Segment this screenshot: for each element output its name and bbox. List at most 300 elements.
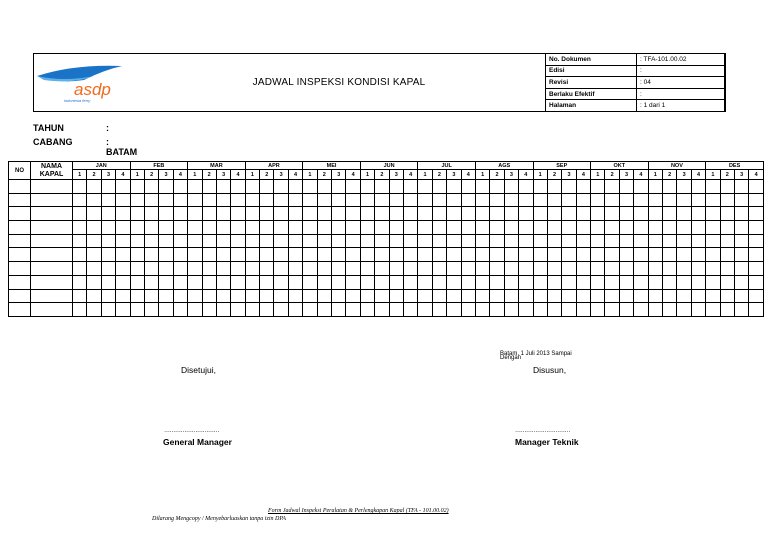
week-header: 1 — [533, 170, 547, 180]
week-cell — [389, 275, 403, 289]
week-cell — [677, 289, 691, 303]
week-cell — [303, 303, 317, 317]
week-cell — [245, 234, 259, 248]
week-cell — [260, 234, 274, 248]
week-cell — [116, 289, 130, 303]
week-cell — [519, 207, 533, 221]
week-cell — [663, 180, 677, 194]
week-cell — [504, 248, 518, 262]
week-cell — [73, 180, 87, 194]
week-cell — [245, 248, 259, 262]
week-cell — [216, 289, 230, 303]
week-cell — [260, 303, 274, 317]
week-cell — [288, 262, 302, 276]
week-cell — [288, 289, 302, 303]
week-cell — [734, 193, 748, 207]
week-cell — [260, 262, 274, 276]
week-cell — [562, 193, 576, 207]
week-cell — [202, 303, 216, 317]
week-cell — [260, 221, 274, 235]
week-cell — [749, 248, 764, 262]
week-header: 2 — [375, 170, 389, 180]
week-cell — [303, 275, 317, 289]
week-cell — [274, 262, 288, 276]
week-cell — [101, 234, 115, 248]
week-cell — [432, 180, 446, 194]
week-cell — [533, 207, 547, 221]
week-cell — [173, 248, 187, 262]
week-cell — [130, 248, 144, 262]
week-cell — [216, 207, 230, 221]
week-cell — [475, 193, 489, 207]
week-cell — [691, 207, 705, 221]
week-cell — [734, 303, 748, 317]
week-cell — [317, 180, 331, 194]
week-header: 4 — [231, 170, 245, 180]
week-cell — [101, 275, 115, 289]
week-header: 2 — [260, 170, 274, 180]
week-cell — [202, 289, 216, 303]
week-cell — [87, 221, 101, 235]
week-cell — [547, 262, 561, 276]
week-cell — [303, 221, 317, 235]
week-cell — [375, 248, 389, 262]
week-cell — [706, 289, 720, 303]
nama-kapal-cell — [31, 207, 73, 221]
week-cell — [403, 262, 417, 276]
week-cell — [749, 262, 764, 276]
week-cell — [475, 262, 489, 276]
week-cell — [490, 193, 504, 207]
week-cell — [245, 262, 259, 276]
week-cell — [144, 180, 158, 194]
week-cell — [591, 180, 605, 194]
week-cell — [332, 248, 346, 262]
week-cell — [403, 248, 417, 262]
week-cell — [663, 275, 677, 289]
nama-kapal-cell — [31, 303, 73, 317]
week-cell — [418, 193, 432, 207]
meta-key: Berlaku Efektif — [546, 88, 637, 100]
week-cell — [317, 275, 331, 289]
week-cell — [461, 180, 475, 194]
week-cell — [73, 193, 87, 207]
week-cell — [432, 248, 446, 262]
week-cell — [360, 180, 374, 194]
week-cell — [648, 248, 662, 262]
week-cell — [389, 207, 403, 221]
week-cell — [576, 234, 590, 248]
week-cell — [547, 193, 561, 207]
week-cell — [734, 248, 748, 262]
week-cell — [533, 275, 547, 289]
week-cell — [447, 193, 461, 207]
week-cell — [576, 262, 590, 276]
document-meta-table — [545, 53, 726, 112]
week-cell — [648, 207, 662, 221]
week-header: 1 — [648, 170, 662, 180]
week-header: 1 — [303, 170, 317, 180]
week-cell — [87, 180, 101, 194]
week-cell — [461, 234, 475, 248]
week-cell — [663, 262, 677, 276]
month-header: JUL — [418, 162, 476, 170]
week-cell — [533, 289, 547, 303]
week-cell — [260, 289, 274, 303]
week-cell — [144, 221, 158, 235]
week-cell — [303, 289, 317, 303]
week-cell — [461, 262, 475, 276]
week-cell — [504, 180, 518, 194]
week-cell — [691, 221, 705, 235]
week-cell — [87, 248, 101, 262]
week-cell — [231, 289, 245, 303]
week-cell — [663, 289, 677, 303]
week-cell — [216, 234, 230, 248]
week-cell — [188, 234, 202, 248]
approver-title: General Manager — [163, 437, 232, 447]
week-cell — [605, 262, 619, 276]
week-cell — [461, 193, 475, 207]
week-cell — [403, 303, 417, 317]
week-cell — [663, 193, 677, 207]
cutoff-date-text: Batam, 1 Juli 2013 Sampai Dengan — [500, 351, 572, 361]
week-cell — [332, 275, 346, 289]
meta-value: : — [637, 88, 726, 100]
week-cell — [533, 221, 547, 235]
meta-value: : 04 — [637, 77, 726, 89]
week-cell — [576, 180, 590, 194]
week-cell — [346, 193, 360, 207]
week-cell — [648, 275, 662, 289]
week-cell — [130, 207, 144, 221]
table-row — [9, 234, 764, 248]
week-cell — [475, 180, 489, 194]
week-header: 1 — [418, 170, 432, 180]
week-cell — [188, 221, 202, 235]
no-cell — [9, 207, 31, 221]
week-cell — [533, 303, 547, 317]
week-cell — [648, 193, 662, 207]
week-header: 1 — [73, 170, 87, 180]
cabang-value: : BATAM — [106, 137, 138, 157]
week-cell — [519, 262, 533, 276]
week-cell — [648, 262, 662, 276]
week-cell — [619, 289, 633, 303]
week-cell — [245, 289, 259, 303]
week-cell — [73, 303, 87, 317]
week-cell — [706, 193, 720, 207]
form-title-footer: Form Jadwal Inspeksi Peralatan & Perlengkapan Kapal (TFA - 101.00.02) — [268, 508, 449, 514]
week-cell — [576, 303, 590, 317]
nama-kapal-cell — [31, 262, 73, 276]
week-cell — [274, 207, 288, 221]
week-cell — [274, 193, 288, 207]
week-cell — [562, 221, 576, 235]
month-header: APR — [245, 162, 303, 170]
week-header: 1 — [130, 170, 144, 180]
no-cell — [9, 248, 31, 262]
week-cell — [648, 303, 662, 317]
week-header: 2 — [144, 170, 158, 180]
week-cell — [504, 221, 518, 235]
week-cell — [504, 207, 518, 221]
week-cell — [173, 289, 187, 303]
inspection-schedule-table — [8, 161, 764, 317]
week-cell — [317, 234, 331, 248]
week-cell — [547, 275, 561, 289]
week-cell — [375, 303, 389, 317]
week-cell — [332, 221, 346, 235]
week-cell — [130, 234, 144, 248]
week-cell — [101, 262, 115, 276]
week-cell — [144, 234, 158, 248]
week-cell — [144, 303, 158, 317]
nama-kapal-cell — [31, 275, 73, 289]
week-header: 2 — [490, 170, 504, 180]
week-cell — [605, 193, 619, 207]
no-cell — [9, 234, 31, 248]
week-cell — [332, 193, 346, 207]
week-header: 3 — [734, 170, 748, 180]
copy-notice-footer: Dilarang Mengcopy / Menyebarluaskan tanpa izin DPA — [152, 516, 286, 522]
week-cell — [490, 289, 504, 303]
week-cell — [447, 221, 461, 235]
week-cell — [691, 180, 705, 194]
week-cell — [504, 303, 518, 317]
week-cell — [562, 248, 576, 262]
week-cell — [691, 234, 705, 248]
week-cell — [116, 262, 130, 276]
week-cell — [432, 289, 446, 303]
week-cell — [116, 275, 130, 289]
week-cell — [360, 207, 374, 221]
week-cell — [389, 303, 403, 317]
week-cell — [432, 262, 446, 276]
week-cell — [73, 289, 87, 303]
week-cell — [403, 289, 417, 303]
week-cell — [562, 262, 576, 276]
week-cell — [576, 289, 590, 303]
week-cell — [403, 234, 417, 248]
week-cell — [202, 275, 216, 289]
week-header: 3 — [562, 170, 576, 180]
week-cell — [605, 207, 619, 221]
week-cell — [202, 262, 216, 276]
table-row — [9, 207, 764, 221]
week-cell — [418, 289, 432, 303]
week-cell — [490, 275, 504, 289]
week-cell — [576, 221, 590, 235]
week-cell — [216, 221, 230, 235]
week-cell — [504, 262, 518, 276]
week-cell — [447, 262, 461, 276]
approved-signature-line: ………………………… — [164, 428, 219, 434]
week-cell — [734, 207, 748, 221]
week-cell — [663, 221, 677, 235]
week-cell — [389, 289, 403, 303]
week-cell — [303, 234, 317, 248]
week-cell — [288, 193, 302, 207]
week-cell — [634, 303, 648, 317]
week-header: 2 — [605, 170, 619, 180]
week-cell — [202, 180, 216, 194]
week-cell — [475, 221, 489, 235]
week-cell — [519, 234, 533, 248]
month-header: DES — [706, 162, 764, 170]
week-cell — [634, 275, 648, 289]
week-cell — [216, 262, 230, 276]
week-header: 2 — [720, 170, 734, 180]
week-cell — [418, 221, 432, 235]
week-cell — [73, 207, 87, 221]
week-cell — [346, 262, 360, 276]
week-header: 4 — [576, 170, 590, 180]
week-cell — [346, 221, 360, 235]
week-cell — [432, 234, 446, 248]
week-cell — [475, 275, 489, 289]
week-cell — [619, 221, 633, 235]
week-cell — [346, 180, 360, 194]
week-cell — [317, 193, 331, 207]
week-cell — [576, 248, 590, 262]
week-header: 4 — [691, 170, 705, 180]
week-cell — [677, 275, 691, 289]
week-header: 1 — [475, 170, 489, 180]
week-cell — [461, 303, 475, 317]
week-cell — [144, 275, 158, 289]
week-cell — [720, 262, 734, 276]
week-cell — [101, 221, 115, 235]
week-cell — [720, 207, 734, 221]
week-cell — [734, 221, 748, 235]
week-header: 4 — [173, 170, 187, 180]
week-cell — [101, 207, 115, 221]
week-header: 1 — [591, 170, 605, 180]
week-cell — [749, 303, 764, 317]
week-cell — [101, 303, 115, 317]
approved-caption: Disetujui, — [181, 365, 216, 375]
meta-key: Revisi — [546, 77, 637, 89]
week-cell — [144, 248, 158, 262]
week-cell — [87, 207, 101, 221]
week-cell — [101, 248, 115, 262]
month-header: JAN — [73, 162, 131, 170]
week-header: 3 — [332, 170, 346, 180]
week-cell — [634, 180, 648, 194]
week-cell — [519, 303, 533, 317]
week-cell — [332, 289, 346, 303]
week-cell — [418, 275, 432, 289]
week-cell — [231, 303, 245, 317]
week-cell — [116, 248, 130, 262]
week-header: 3 — [677, 170, 691, 180]
week-cell — [274, 289, 288, 303]
week-cell — [231, 221, 245, 235]
week-cell — [332, 234, 346, 248]
week-cell — [87, 262, 101, 276]
week-cell — [231, 275, 245, 289]
week-cell — [130, 180, 144, 194]
week-cell — [547, 289, 561, 303]
week-cell — [475, 289, 489, 303]
week-cell — [360, 234, 374, 248]
nama-kapal-cell — [31, 180, 73, 194]
week-cell — [375, 262, 389, 276]
week-cell — [317, 248, 331, 262]
week-cell — [634, 221, 648, 235]
week-cell — [288, 180, 302, 194]
week-cell — [317, 207, 331, 221]
week-cell — [734, 180, 748, 194]
week-cell — [159, 275, 173, 289]
week-cell — [619, 193, 633, 207]
table-row — [9, 262, 764, 276]
week-cell — [634, 262, 648, 276]
week-cell — [734, 262, 748, 276]
week-cell — [418, 180, 432, 194]
week-cell — [116, 303, 130, 317]
week-cell — [720, 303, 734, 317]
week-cell — [706, 207, 720, 221]
week-cell — [389, 262, 403, 276]
week-cell — [87, 193, 101, 207]
week-cell — [188, 248, 202, 262]
week-cell — [475, 207, 489, 221]
week-cell — [533, 262, 547, 276]
table-row — [9, 303, 764, 317]
week-cell — [663, 234, 677, 248]
week-header: 2 — [432, 170, 446, 180]
week-cell — [605, 289, 619, 303]
week-cell — [605, 180, 619, 194]
week-header: 3 — [447, 170, 461, 180]
week-header: 2 — [317, 170, 331, 180]
week-header: 4 — [346, 170, 360, 180]
week-cell — [576, 193, 590, 207]
week-cell — [720, 275, 734, 289]
week-cell — [216, 193, 230, 207]
week-cell — [677, 303, 691, 317]
week-cell — [288, 275, 302, 289]
week-cell — [216, 275, 230, 289]
week-cell — [288, 221, 302, 235]
week-cell — [519, 275, 533, 289]
week-cell — [648, 221, 662, 235]
week-cell — [432, 193, 446, 207]
week-cell — [720, 193, 734, 207]
week-cell — [360, 262, 374, 276]
week-cell — [619, 234, 633, 248]
week-cell — [231, 193, 245, 207]
week-cell — [634, 289, 648, 303]
month-header: MEI — [303, 162, 361, 170]
week-cell — [490, 234, 504, 248]
week-cell — [202, 234, 216, 248]
week-cell — [173, 193, 187, 207]
logo-text: asdp — [74, 80, 111, 99]
week-cell — [144, 262, 158, 276]
week-cell — [73, 221, 87, 235]
week-cell — [504, 275, 518, 289]
week-cell — [274, 221, 288, 235]
week-cell — [245, 275, 259, 289]
week-cell — [591, 248, 605, 262]
week-cell — [403, 180, 417, 194]
week-cell — [303, 180, 317, 194]
week-cell — [130, 303, 144, 317]
week-cell — [562, 234, 576, 248]
